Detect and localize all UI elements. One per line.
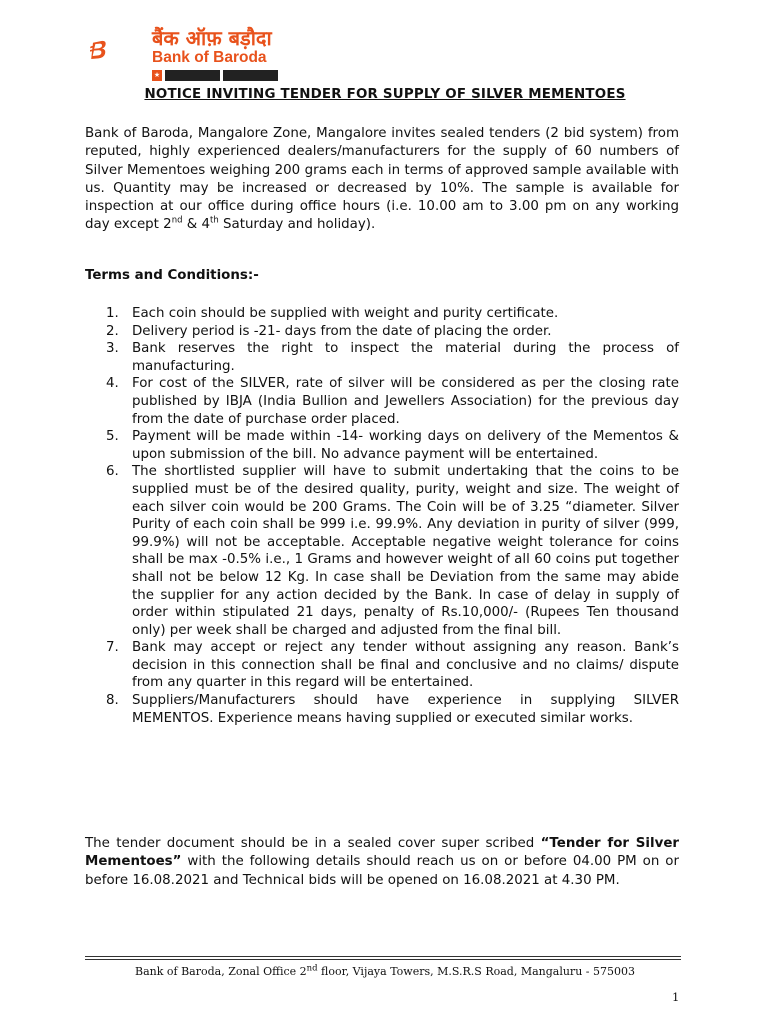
list-item (106, 340, 679, 375)
list-item-number: 6. (106, 464, 119, 480)
footer-text-a: Bank of Baroda, Zonal Office 2 (135, 965, 307, 978)
list-item-number: 4. (106, 376, 119, 392)
list-item-number: 8. (106, 693, 119, 709)
list-item-text: Payment will be made within -14- working days on delivery of the Mementos & upon submission of the bill. No advance payment will be entertained. (132, 429, 679, 462)
list-item-number: 1. (106, 306, 119, 321)
list-item-number: 5. (106, 429, 119, 445)
list-item (106, 305, 679, 323)
list-item (106, 375, 679, 428)
intro-sup-nd: nd (171, 216, 183, 227)
list-item-number: 3. (106, 341, 119, 357)
intro-text-b: & 4 (182, 217, 210, 233)
intro-sup-th: th (210, 216, 219, 227)
list-item-text: Bank reserves the right to inspect the material during the process of manufacturing. (132, 341, 679, 374)
closing-paragraph (85, 835, 679, 890)
footer-address (0, 965, 770, 978)
list-item (106, 639, 679, 692)
list-item-text: For cost of the SILVER, rate of silver will be considered as per the closing rate published by IBJA (India Bullion and Jewellers Association) for the previous day from the date of purchase order placed. (132, 376, 679, 427)
logo-badge-star-icon: ★ (153, 71, 161, 79)
list-item (106, 463, 679, 639)
logo-badge-dark-2 (223, 70, 278, 81)
logo-english-text: Bank of Baroda (152, 49, 267, 66)
footer-text-b: floor, Vijaya Towers, M.S.R.S Road, Mangaluru - 575003 (317, 965, 635, 978)
list-item-text: Each coin should be supplied with weight and purity certificate. (132, 306, 559, 321)
page-number: 1 (672, 990, 680, 1004)
intro-text-c: Saturday and holiday). (218, 217, 376, 233)
list-item-number: 2. (106, 323, 119, 339)
list-item-text: Bank may accept or reject any tender without assigning any reason. Bank’s decision in this connection shall be final and conclusive and no claims/ dispute from any quarter in this regard will be entertained. (132, 640, 679, 691)
list-item (106, 323, 679, 341)
list-item-number: 7. (106, 640, 119, 656)
footer-divider-bottom (85, 959, 681, 960)
footer-divider-top (85, 956, 681, 957)
list-item-text: Delivery period is -21- days from the date of placing the order. (132, 323, 552, 339)
bank-of-baroda-logo-icon (90, 20, 150, 80)
closing-bold-text: “Tender for Silver Mementoes” (85, 836, 679, 870)
intro-text-a: Bank of Baroda, Mangalore Zone, Mangalore invites sealed tenders (2 bid system) from reputed, highly experienced dealers/manufacturers for the supply of 60 numbers of Silver Mementoes weighing 200 grams each in terms of approved sample available with us. Quantity may be increased or decreased by 10%. The sample is available for inspection at our office during office hours (i.e. 10.00 am to 3.00 pm on any working day except 2 (85, 126, 679, 233)
footer-sup-nd: nd (306, 963, 318, 974)
closing-text-a: The tender document should be in a sealed cover super scribed (85, 836, 541, 851)
closing-text-b: with the following details should reach us on or before 04.00 PM on or before 16.08.2021 and Technical bids will be opened on 16.08.2021 at 4.30 PM. (85, 854, 679, 888)
logo-badge-dark-1 (165, 70, 220, 81)
list-item-text: Suppliers/Manufacturers should have experience in supplying SILVER MEMENTOS. Experience means having supplied or executed similar works. (132, 693, 679, 726)
list-item (106, 692, 679, 727)
intro-paragraph (85, 125, 679, 235)
terms-list (106, 305, 679, 727)
terms-heading: Terms and Conditions:- (85, 268, 259, 283)
page-title: NOTICE INVITING TENDER FOR SUPPLY OF SILVER MEMENTOES (144, 87, 626, 102)
list-item-text: The shortlisted supplier will have to submit undertaking that the coins to be supplied must be of the desired quality, purity, weight and size. The weight of each silver coin would be 200 Grams. The Coin will be of 3.25 “diameter. Silver Purity of each coin shall be 999 i.e. 99.9%. Any deviation in purity of silver (999, 99.9%) will not be acceptable. Acceptable negative weight tolerance for coins shall be max -0.5% i.e., 1 Grams and however weight of all 60 coins put together shall not be below 12 Kg. In case shall be Deviation from the same may abide the supplier for any action decided by the Bank. In case of delay in supply of order within stipulated 21 days, penalty of Rs.10,000/- (Rupees Ten thousand only) per week shall be charged and adjusted from the final bill. (132, 464, 679, 638)
logo-badge-strip (152, 70, 278, 81)
logo-hindi-text: बैंक ऑफ़ बड़ौदा (152, 26, 272, 50)
list-item (106, 428, 679, 463)
